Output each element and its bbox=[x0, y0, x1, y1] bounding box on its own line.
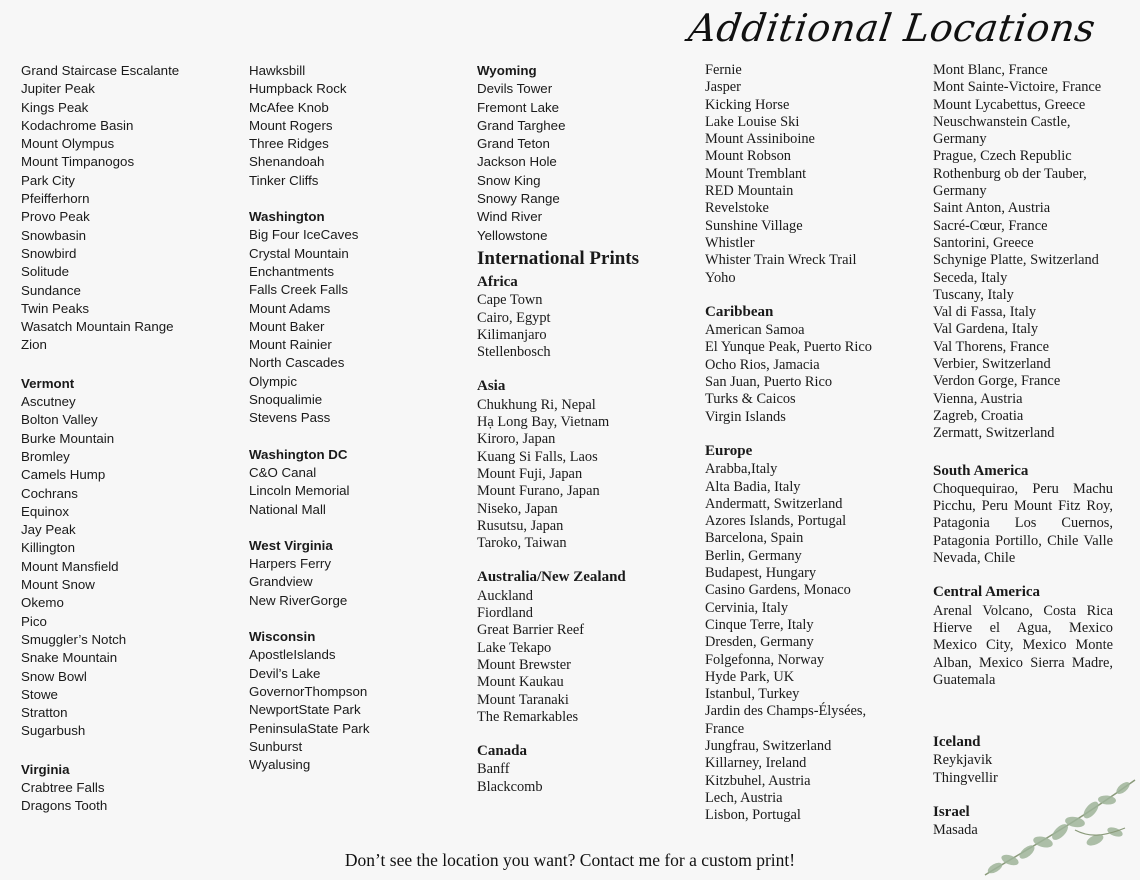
list-item: Stellenbosch bbox=[477, 344, 551, 361]
list-item: Kiroro, Japan bbox=[477, 431, 556, 448]
list-item: Casino Gardens, Monaco bbox=[705, 582, 851, 599]
page-title: Additional Locations bbox=[685, 6, 1099, 50]
list-item: Shenandoah bbox=[249, 154, 325, 170]
list-item: Grandview bbox=[249, 574, 313, 590]
list-item: Lake Tekapo bbox=[477, 639, 552, 656]
list-item: Schynige Platte, Switzerland bbox=[933, 252, 1099, 269]
list-item: Harpers Ferry bbox=[249, 556, 332, 572]
list-europe bbox=[705, 461, 872, 824]
list-item: Seceda, Italy bbox=[933, 269, 1008, 286]
heading-vermont: Vermont bbox=[21, 375, 75, 391]
list-item: Jardin des Champs-Élysées, bbox=[705, 703, 867, 720]
list-item: Prague, Czech Republic bbox=[933, 148, 1072, 165]
list-canada-cont bbox=[705, 62, 872, 287]
list-item: Jungfrau, Switzerland bbox=[705, 737, 832, 754]
list-item: Rothenburg ob der Tauber, bbox=[933, 165, 1087, 182]
list-item: GovernorThompson bbox=[249, 683, 368, 699]
heading-virginia: Virginia bbox=[21, 761, 70, 777]
list-item: Devil’s Lake bbox=[249, 665, 321, 681]
list-item: Lech, Austria bbox=[705, 789, 783, 806]
list-item: Solitude bbox=[21, 264, 70, 280]
paragraph-south-america: Choquequirao, Peru Machu Picchu, Peru Mount Fitz Roy, Patagonia Los Cuernos, Patagonia Portillo, Chile Valle Nevada, Chile bbox=[933, 480, 1113, 567]
list-item: Snowbasin bbox=[21, 227, 87, 243]
list-item: Jackson Hole bbox=[477, 154, 557, 170]
list-item: C&O Canal bbox=[249, 464, 317, 480]
heading-international-prints: International Prints bbox=[477, 247, 640, 269]
list-item: Val Thorens, France bbox=[933, 338, 1050, 355]
list-virginia bbox=[21, 779, 179, 816]
list-item: Humpback Rock bbox=[249, 81, 347, 97]
list-item: Pfeifferhorn bbox=[21, 191, 90, 207]
list-item: Three Ridges bbox=[249, 136, 329, 152]
list-item: Kodachrome Basin bbox=[21, 117, 134, 133]
list-wyoming bbox=[477, 80, 639, 245]
list-item: Kilimanjaro bbox=[477, 326, 547, 343]
list-item: Mount Kaukau bbox=[477, 674, 564, 691]
list-item: Cervinia, Italy bbox=[705, 599, 789, 616]
list-item: Val Gardena, Italy bbox=[933, 321, 1039, 338]
list-australia-new-zealand bbox=[477, 588, 639, 726]
list-item: France bbox=[705, 720, 745, 737]
heading-wisconsin: Wisconsin bbox=[249, 629, 316, 645]
list-item: Hawksbill bbox=[249, 63, 306, 78]
list-item: Sunburst bbox=[249, 738, 303, 754]
list-item: Revelstoke bbox=[705, 200, 769, 217]
list-item: ApostleIslands bbox=[249, 647, 336, 663]
list-item: Alta Badia, Italy bbox=[705, 478, 801, 495]
list-item: Ascutney bbox=[21, 394, 76, 410]
heading-australia-new-zealand: Australia/New Zealand bbox=[477, 569, 626, 586]
list-item: Bolton Valley bbox=[21, 412, 98, 428]
list-item: Jasper bbox=[705, 79, 741, 96]
list-item: Cape Town bbox=[477, 292, 543, 309]
list-item: Mount Furano, Japan bbox=[477, 483, 600, 500]
column-4 bbox=[705, 62, 872, 824]
list-item: Grand Staircase Escalante bbox=[21, 63, 180, 78]
list-item: Blackcomb bbox=[477, 778, 543, 795]
list-item: Provo Peak bbox=[21, 209, 90, 225]
list-item: Stratton bbox=[21, 705, 68, 721]
list-item: Mont Blanc, France bbox=[933, 62, 1048, 78]
list-item: Burke Mountain bbox=[21, 430, 115, 446]
list-item: El Yunque Peak, Puerto Rico bbox=[705, 339, 872, 356]
list-item: Mount Rainier bbox=[249, 337, 332, 353]
heading-wyoming: Wyoming bbox=[477, 63, 537, 78]
list-item: Istanbul, Turkey bbox=[705, 686, 800, 703]
list-item: Germany bbox=[933, 183, 987, 200]
list-item: Falls Creek Falls bbox=[249, 282, 349, 298]
list-item: Sugarbush bbox=[21, 723, 86, 739]
list-item: Mount Mansfield bbox=[21, 558, 119, 574]
list-item: Hạ Long Bay, Vietnam bbox=[477, 414, 610, 431]
list-item: Thingvellir bbox=[933, 769, 998, 786]
list-item: Neuschwanstein Castle, bbox=[933, 113, 1071, 130]
list-item: Devils Tower bbox=[477, 81, 553, 97]
list-item: Snowbird bbox=[21, 245, 77, 261]
list-item: Niseko, Japan bbox=[477, 500, 558, 517]
list-item: Mount Rogers bbox=[249, 117, 333, 133]
list-item: Equinox bbox=[21, 503, 70, 519]
list-item: Ocho Rios, Jamacia bbox=[705, 356, 820, 373]
list-item: Olympic bbox=[249, 373, 298, 389]
list-item: Mount Baker bbox=[249, 318, 325, 334]
list-item: Snake Mountain bbox=[21, 650, 118, 666]
list-item: PeninsulaState Park bbox=[249, 720, 370, 736]
list-item: Enchantments bbox=[249, 263, 335, 279]
list-item: Folgefonna, Norway bbox=[705, 651, 825, 668]
list-item: Wyalusing bbox=[249, 757, 311, 773]
list-wisconsin bbox=[249, 646, 369, 774]
list-item: Okemo bbox=[21, 595, 64, 611]
list-item: Snow King bbox=[477, 172, 541, 188]
list-africa bbox=[477, 292, 639, 361]
list-asia bbox=[477, 397, 639, 553]
list-item: Sundance bbox=[21, 282, 81, 298]
list-item: Zagreb, Croatia bbox=[933, 407, 1024, 424]
list-item: Arabba,Italy bbox=[705, 461, 778, 478]
list-washington bbox=[249, 226, 369, 427]
list-item: Mount Fuji, Japan bbox=[477, 465, 583, 482]
list-item: Lake Louise Ski bbox=[705, 113, 800, 130]
list-item: Yoho bbox=[705, 269, 736, 286]
list-item: Great Barrier Reef bbox=[477, 622, 585, 639]
list-item: Mont Sainte-Victoire, France bbox=[933, 79, 1102, 96]
list-item: Dragons Tooth bbox=[21, 798, 108, 814]
list-item: Mount Robson bbox=[705, 148, 791, 165]
list-item: North Cascades bbox=[249, 355, 345, 371]
list-item: Kuang Si Falls, Laos bbox=[477, 448, 598, 465]
list-virginia-cont bbox=[249, 62, 369, 190]
list-item: Mount Adams bbox=[249, 300, 331, 316]
list-item: Vienna, Austria bbox=[933, 390, 1023, 407]
list-washington-dc bbox=[249, 464, 369, 519]
list-item: Whistler bbox=[705, 234, 755, 251]
list-item: Hyde Park, UK bbox=[705, 668, 795, 685]
list-item: American Samoa bbox=[705, 322, 805, 339]
list-item: Kings Peak bbox=[21, 99, 89, 115]
list-item: Barcelona, Spain bbox=[705, 530, 804, 547]
list-item: Whister Train Wreck Trail bbox=[705, 252, 857, 269]
heading-africa: Africa bbox=[477, 273, 518, 290]
list-item: Virgin Islands bbox=[705, 408, 786, 425]
column-3 bbox=[477, 62, 639, 796]
list-item: Snow Bowl bbox=[21, 668, 87, 684]
list-item: Zion bbox=[21, 337, 47, 353]
list-item: Fremont Lake bbox=[477, 99, 560, 115]
list-item: Cochrans bbox=[21, 485, 78, 501]
list-item: Park City bbox=[21, 172, 75, 188]
list-item: Verdon Gorge, France bbox=[933, 373, 1061, 390]
list-item: Stowe bbox=[21, 686, 58, 702]
list-caribbean bbox=[705, 322, 872, 426]
heading-south-america: South America bbox=[933, 462, 1029, 479]
column-2 bbox=[249, 62, 369, 774]
column-1 bbox=[21, 62, 179, 816]
list-item: Santorini, Greece bbox=[933, 234, 1034, 251]
list-item: The Remarkables bbox=[477, 708, 579, 725]
footer-note: Don’t see the location you want? Contact me for a custom print! bbox=[344, 850, 796, 870]
list-item: Wind River bbox=[477, 209, 543, 225]
list-item: Auckland bbox=[477, 587, 533, 604]
heading-caribbean: Caribbean bbox=[705, 303, 774, 320]
list-item: Kitzbuhel, Austria bbox=[705, 772, 811, 789]
list-item: Andermatt, Switzerland bbox=[705, 495, 843, 512]
list-item: Lisbon, Portugal bbox=[705, 807, 801, 824]
heading-canada: Canada bbox=[477, 743, 528, 760]
paragraph-central-america: Arenal Volcano, Costa Rica Hierve el Agua, Mexico Mexico City, Mexico Monte Alban, Mexico Sierra Madre, Guatemala bbox=[933, 602, 1113, 688]
list-item: Mount Tremblant bbox=[705, 165, 807, 182]
list-utah bbox=[21, 62, 179, 355]
section-wyoming bbox=[477, 62, 639, 245]
list-item: Killarney, Ireland bbox=[705, 755, 807, 772]
list-item: Zermatt, Switzerland bbox=[933, 425, 1055, 442]
list-item: Verbier, Switzerland bbox=[933, 356, 1051, 373]
list-item: Mount Brewster bbox=[477, 656, 571, 673]
list-canada bbox=[477, 761, 639, 796]
list-item: Bromley bbox=[21, 448, 70, 464]
heading-asia: Asia bbox=[477, 378, 506, 395]
list-item: Sunshine Village bbox=[705, 217, 803, 234]
list-item: Chukhung Ri, Nepal bbox=[477, 396, 596, 413]
list-item: Mount Assiniboine bbox=[705, 131, 815, 148]
list-item: San Juan, Puerto Rico bbox=[705, 374, 833, 391]
list-item: Grand Teton bbox=[477, 136, 550, 152]
list-item: Lincoln Memorial bbox=[249, 483, 350, 499]
list-item: Germany bbox=[933, 131, 987, 148]
list-item: McAfee Knob bbox=[249, 99, 329, 115]
list-item: Dresden, Germany bbox=[705, 634, 814, 651]
list-item: Masada bbox=[933, 822, 978, 839]
list-item: Fiordland bbox=[477, 605, 533, 622]
list-item: Reykjavik bbox=[933, 752, 993, 769]
list-item: Mount Lycabettus, Greece bbox=[933, 96, 1086, 113]
list-item: Cinque Terre, Italy bbox=[705, 616, 814, 633]
list-item: Crystal Mountain bbox=[249, 245, 349, 261]
heading-iceland: Iceland bbox=[933, 734, 981, 751]
list-item: Berlin, Germany bbox=[705, 547, 802, 564]
list-item: Mount Timpanogos bbox=[21, 154, 135, 170]
heading-europe: Europe bbox=[705, 442, 753, 459]
heading-central-america: Central America bbox=[933, 584, 1041, 601]
list-item: Kicking Horse bbox=[705, 96, 790, 113]
list-item: Mount Snow bbox=[21, 577, 95, 593]
list-item: Turks & Caicos bbox=[705, 391, 796, 408]
list-europe-cont bbox=[933, 62, 1113, 443]
list-item: Killington bbox=[21, 540, 75, 556]
heading-israel: Israel bbox=[933, 803, 970, 820]
list-item: Jupiter Peak bbox=[21, 81, 95, 97]
list-item: Tinker Cliffs bbox=[249, 172, 319, 188]
list-item: Tuscany, Italy bbox=[933, 286, 1014, 303]
heading-washington-dc: Washington DC bbox=[249, 446, 348, 462]
list-item: Smuggler’s Notch bbox=[21, 631, 127, 647]
list-item: Mount Olympus bbox=[21, 136, 115, 152]
heading-washington: Washington bbox=[249, 209, 325, 225]
list-item: Sacré-Cœur, France bbox=[933, 217, 1048, 234]
list-item: NewportState Park bbox=[249, 702, 361, 718]
list-item: Jay Peak bbox=[21, 522, 76, 538]
list-item: Twin Peaks bbox=[21, 300, 89, 316]
list-item: Mount Taranaki bbox=[477, 691, 569, 708]
list-item: Stevens Pass bbox=[249, 410, 331, 426]
list-item: New RiverGorge bbox=[249, 592, 348, 608]
list-item: National Mall bbox=[249, 501, 326, 517]
column-5 bbox=[933, 62, 1113, 840]
list-item: Azores Islands, Portugal bbox=[705, 513, 847, 530]
list-item: Budapest, Hungary bbox=[705, 565, 817, 582]
list-item: Crabtree Falls bbox=[21, 779, 105, 795]
list-item: Val di Fassa, Italy bbox=[933, 304, 1037, 321]
list-item: Big Four IceCaves bbox=[249, 227, 359, 243]
list-west-virginia bbox=[249, 555, 369, 610]
list-item: Snoqualimie bbox=[249, 392, 323, 408]
list-item: Banff bbox=[477, 761, 510, 778]
list-item: Saint Anton, Austria bbox=[933, 200, 1051, 217]
list-item: Pico bbox=[21, 613, 47, 629]
list-item: Snowy Range bbox=[477, 191, 560, 207]
list-item: Camels Hump bbox=[21, 467, 106, 483]
list-item: Yellowstone bbox=[477, 227, 548, 243]
list-item: RED Mountain bbox=[705, 183, 794, 200]
list-item: Grand Targhee bbox=[477, 117, 566, 133]
list-item: Taroko, Taiwan bbox=[477, 535, 567, 552]
list-item: Cairo, Egypt bbox=[477, 309, 551, 326]
list-item: Wasatch Mountain Range bbox=[21, 319, 174, 335]
list-item: Fernie bbox=[705, 62, 742, 78]
list-item: Rusutsu, Japan bbox=[477, 517, 564, 534]
list-vermont bbox=[21, 393, 179, 741]
heading-west-virginia: West Virginia bbox=[249, 537, 333, 553]
